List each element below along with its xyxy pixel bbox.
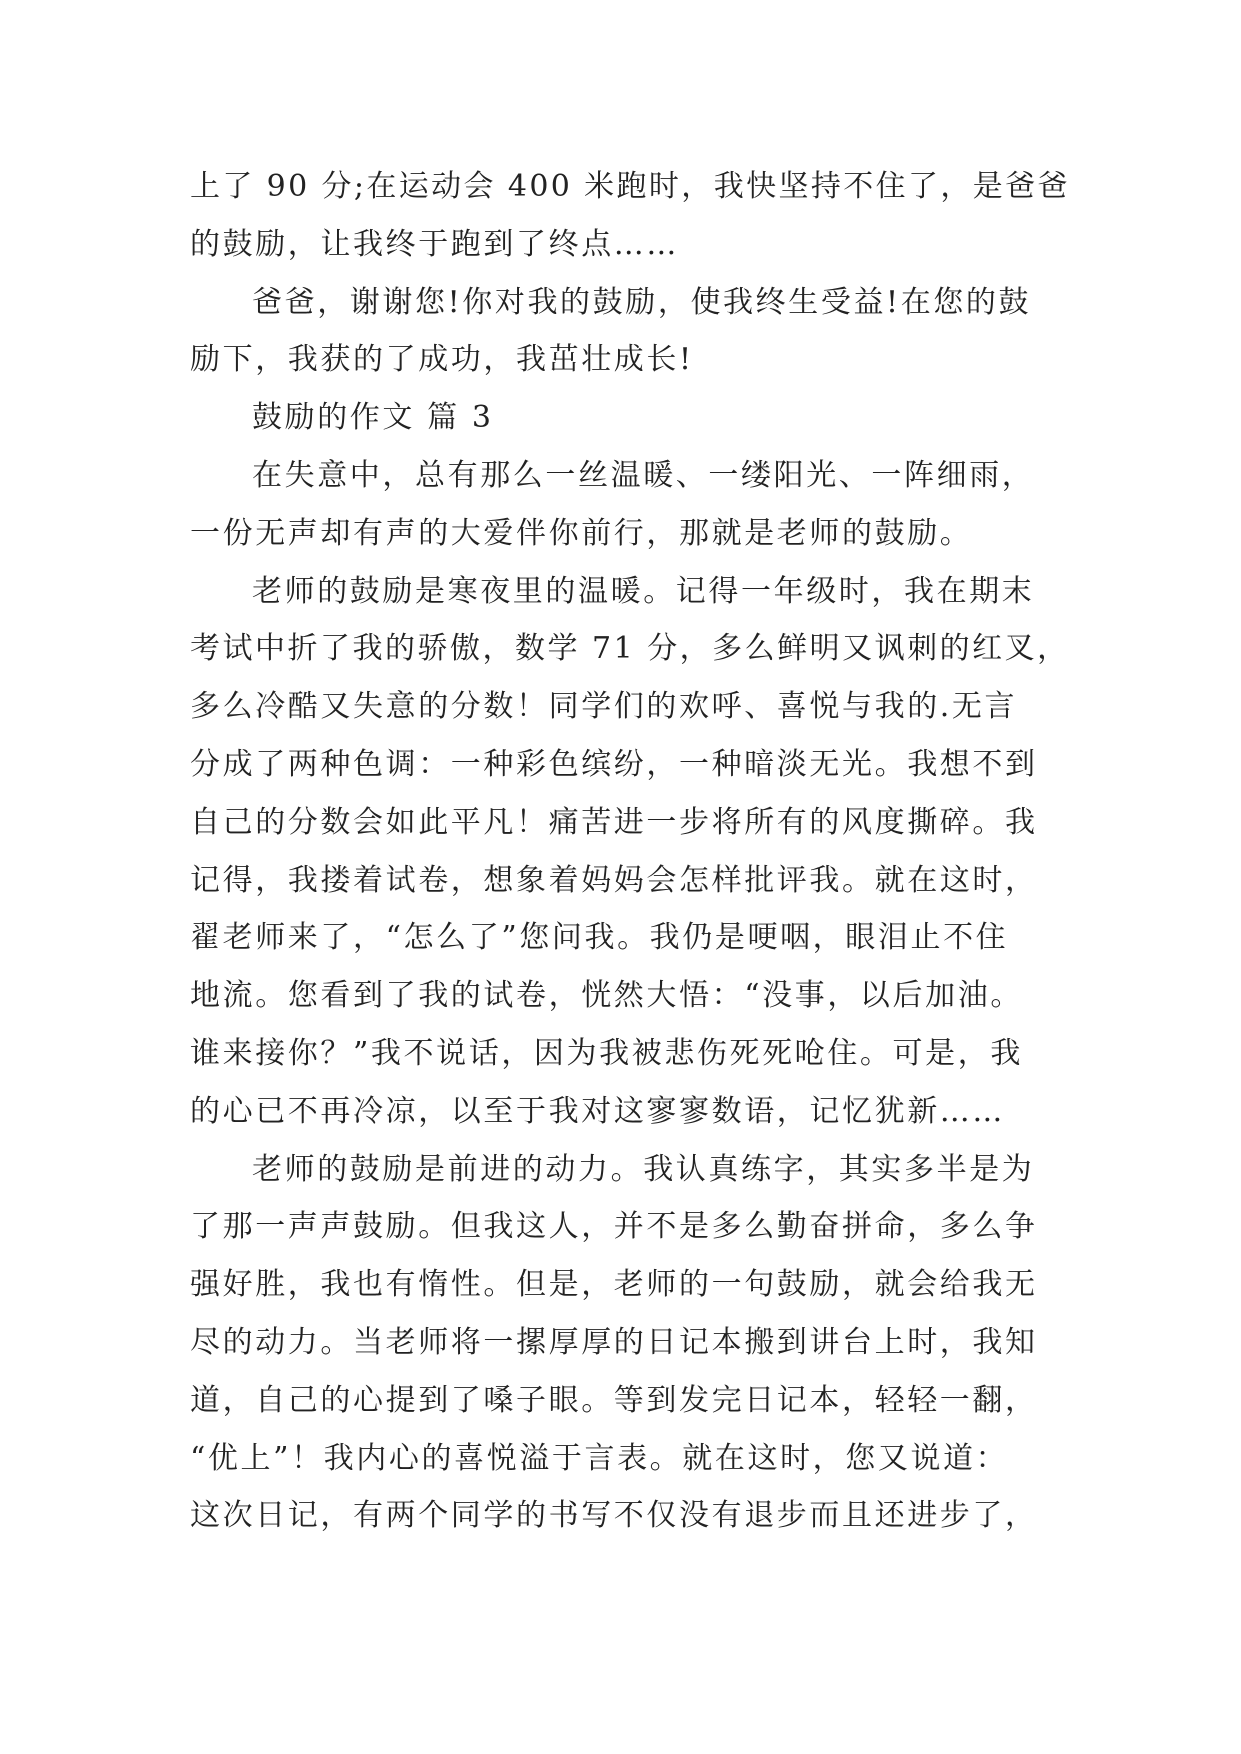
text-line: 的心已不再冷凉，以至于我对这寥寥数语，记忆犹新……: [190, 1093, 1005, 1129]
text-line: 老师的鼓励是前进的动力。我认真练字，其实多半是为: [252, 1151, 1035, 1187]
text-line: 强好胜，我也有惰性。但是，老师的一句鼓励，就会给我无: [190, 1267, 1038, 1303]
text-line: 考试中折了我的骄傲，数学 71 分，多么鲜明又讽刺的红叉，: [190, 631, 1070, 667]
text-line: 的鼓励，让我终于跑到了终点……: [190, 226, 679, 262]
text-line: 分成了两种色调：一种彩色缤纷，一种暗淡无光。我想不到: [190, 746, 1038, 782]
section-heading: 鼓励的作文 篇 3: [252, 400, 494, 436]
text-line: 地流。您看到了我的试卷，恍然大悟：“没事，以后加油。: [190, 978, 1023, 1014]
text-line: 记得，我搂着试卷，想象着妈妈会怎样批评我。就在这时，: [190, 862, 1038, 898]
text-line: 一份无声却有声的大爱伴你前行，那就是老师的鼓励。: [190, 515, 973, 551]
text-line: 老师的鼓励是寒夜里的温暖。记得一年级时，我在期末: [252, 573, 1035, 609]
text-line: 上了 90 分;在运动会 400 米跑时，我快坚持不住了，是爸爸: [190, 169, 1070, 204]
text-line: 这次日记，有两个同学的书写不仅没有退步而且还进步了，: [190, 1498, 1038, 1534]
text-line: 谁来接你？”我不说话，因为我被悲伤死死呛住。可是，我: [190, 1035, 1023, 1071]
text-line: 爸爸，谢谢您!你对我的鼓励，使我终生受益!在您的鼓: [252, 284, 1032, 320]
text-line: 了那一声声鼓励。但我这人，并不是多么勤奋拼命，多么争: [190, 1209, 1038, 1245]
text-line: 多么冷酷又失意的分数！同学们的欢呼、喜悦与我的.无言: [190, 689, 1018, 725]
text-line: 自己的分数会如此平凡！痛苦进一步将所有的风度撕碎。我: [190, 804, 1038, 840]
text-line: 道，自己的心提到了嗓子眼。等到发完日记本，轻轻一翻，: [190, 1382, 1038, 1418]
text-line: “优上”！我内心的喜悦溢于言表。就在这时，您又说道：: [190, 1440, 1009, 1476]
text-line: 在失意中，总有那么一丝温暖、一缕阳光、一阵细雨，: [252, 457, 1035, 493]
text-line: 励下，我获的了成功，我茁壮成长!: [190, 342, 694, 378]
text-line: 尽的动力。当老师将一摞厚厚的日记本搬到讲台上时，我知: [190, 1324, 1038, 1360]
text-line: 翟老师来了，“怎么了”您问我。我仍是哽咽，眼泪止不住: [190, 920, 1009, 956]
document-body: [190, 158, 1070, 1545]
